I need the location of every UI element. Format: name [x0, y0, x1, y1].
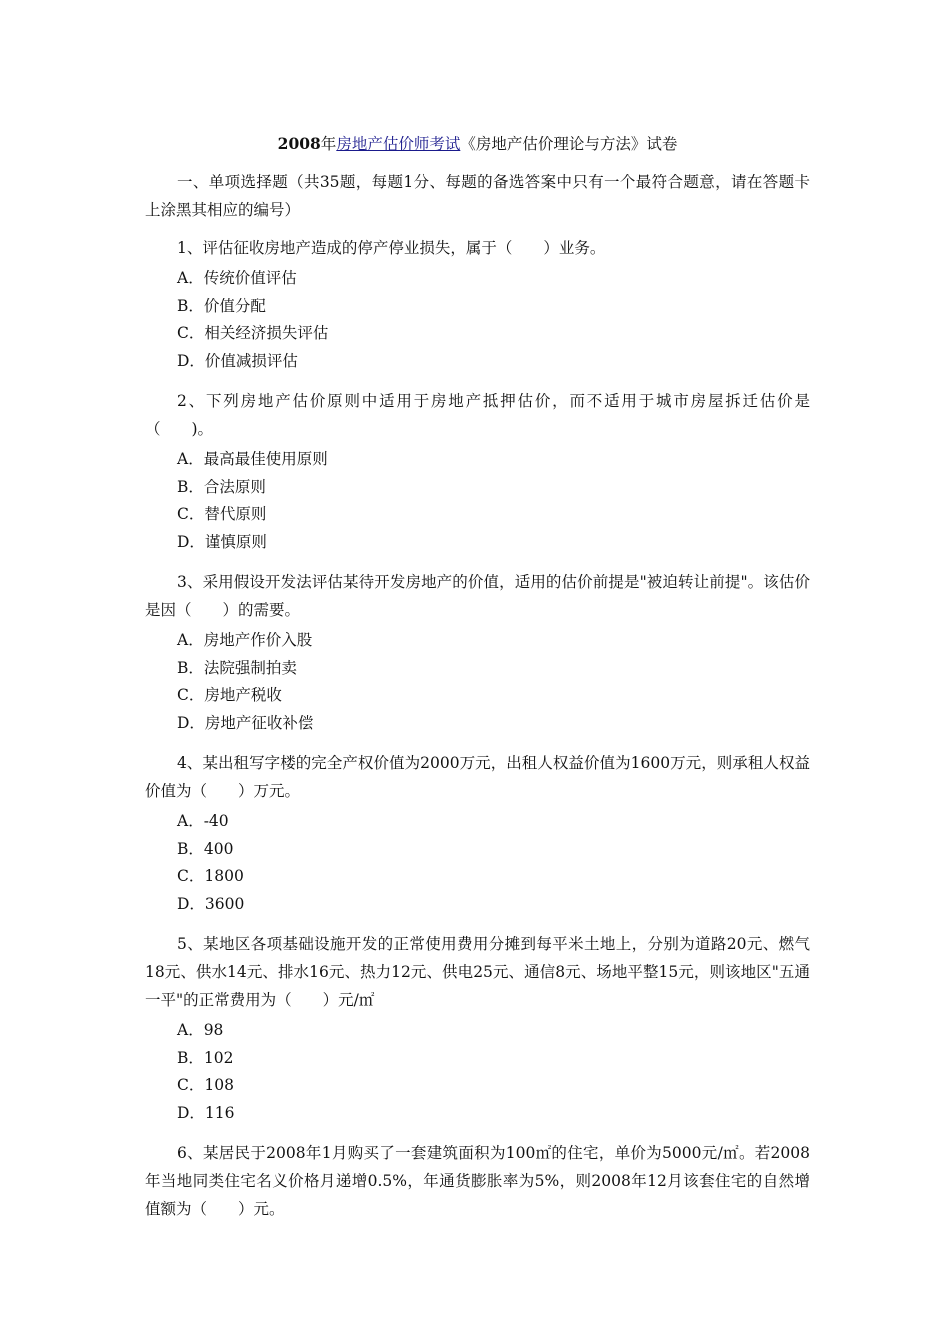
document-page: [145, 130, 810, 1235]
question-3: [145, 568, 810, 737]
option-c: C．108: [177, 1076, 234, 1094]
option-a: A．传统价值评估: [177, 269, 297, 287]
option-d: D．3600: [177, 894, 245, 913]
question-6: [145, 1139, 810, 1223]
option-b: B．400: [177, 839, 234, 858]
option-c: C．替代原则: [177, 505, 267, 523]
title-rest: 《房地产估价理论与方法》试卷: [460, 135, 678, 153]
question-stem: 2、下列房地产估价原则中适用于房地产抵押估价，而不适用于城市房屋拆迁估价是（ )。: [145, 392, 810, 438]
question-stem: 4、某出租写字楼的完全产权价值为2000万元，出租人权益价值为1600万元，则承租人权益价值为（ ）万元。: [145, 754, 810, 800]
option-d: D．房地产征收补偿: [177, 713, 314, 732]
question-stem: 1、评估征收房地产造成的停产停业损失，属于（ ）业务。: [177, 239, 606, 257]
option-d: D．116: [177, 1103, 235, 1122]
question-2: [145, 387, 810, 556]
option-c: C．房地产税收: [177, 686, 282, 704]
document-title: [145, 130, 810, 158]
option-a: A．98: [177, 1021, 224, 1039]
option-c: C．相关经济损失评估: [177, 324, 329, 342]
section-heading: 一、单项选择题（共35题，每题1分、每题的备选答案中只有一个最符合题意，请在答题卡上涂黑其相应的编号）: [145, 173, 810, 219]
question-stem: 3、采用假设开发法评估某待开发房地产的价值，适用的估价前提是"被迫转让前提"。该估价是因（ ）的需要。: [145, 573, 810, 619]
option-d: D．价值减损评估: [177, 351, 298, 370]
title-year-suffix: 年: [320, 135, 337, 153]
question-stem: 6、某居民于2008年1月购买了一套建筑面积为100㎡的住宅，单价为5000元/㎡。若2008年当地同类住宅名义价格月递增0.5%，年通货膨胀率为5%，则2008年12月该套住宅的自然增值额为（ ）元。: [145, 1144, 810, 1218]
question-4: [145, 749, 810, 918]
question-1: [145, 234, 810, 375]
option-c: C．1800: [177, 867, 244, 885]
option-b: B．102: [177, 1048, 234, 1067]
question-5: [145, 930, 810, 1127]
option-a: A．-40: [177, 812, 229, 830]
option-d: D．谨慎原则: [177, 532, 267, 551]
option-a: A．房地产作价入股: [177, 631, 313, 649]
option-b: B．合法原则: [177, 477, 266, 496]
title-year: 2008: [277, 134, 321, 153]
option-b: B．法院强制拍卖: [177, 658, 297, 677]
title-link[interactable]: 房地产估价师考试: [336, 135, 461, 153]
question-stem: 5、某地区各项基础设施开发的正常使用费用分摊到每平米土地上，分别为道路20元、燃气18元、供水14元、排水16元、热力12元、供电25元、通信8元、场地平整15元，则该地区"五通一平"的正常费用为（ ）元/㎡: [145, 935, 810, 1009]
option-b: B．价值分配: [177, 296, 266, 315]
option-a: A．最高最佳使用原则: [177, 450, 328, 468]
